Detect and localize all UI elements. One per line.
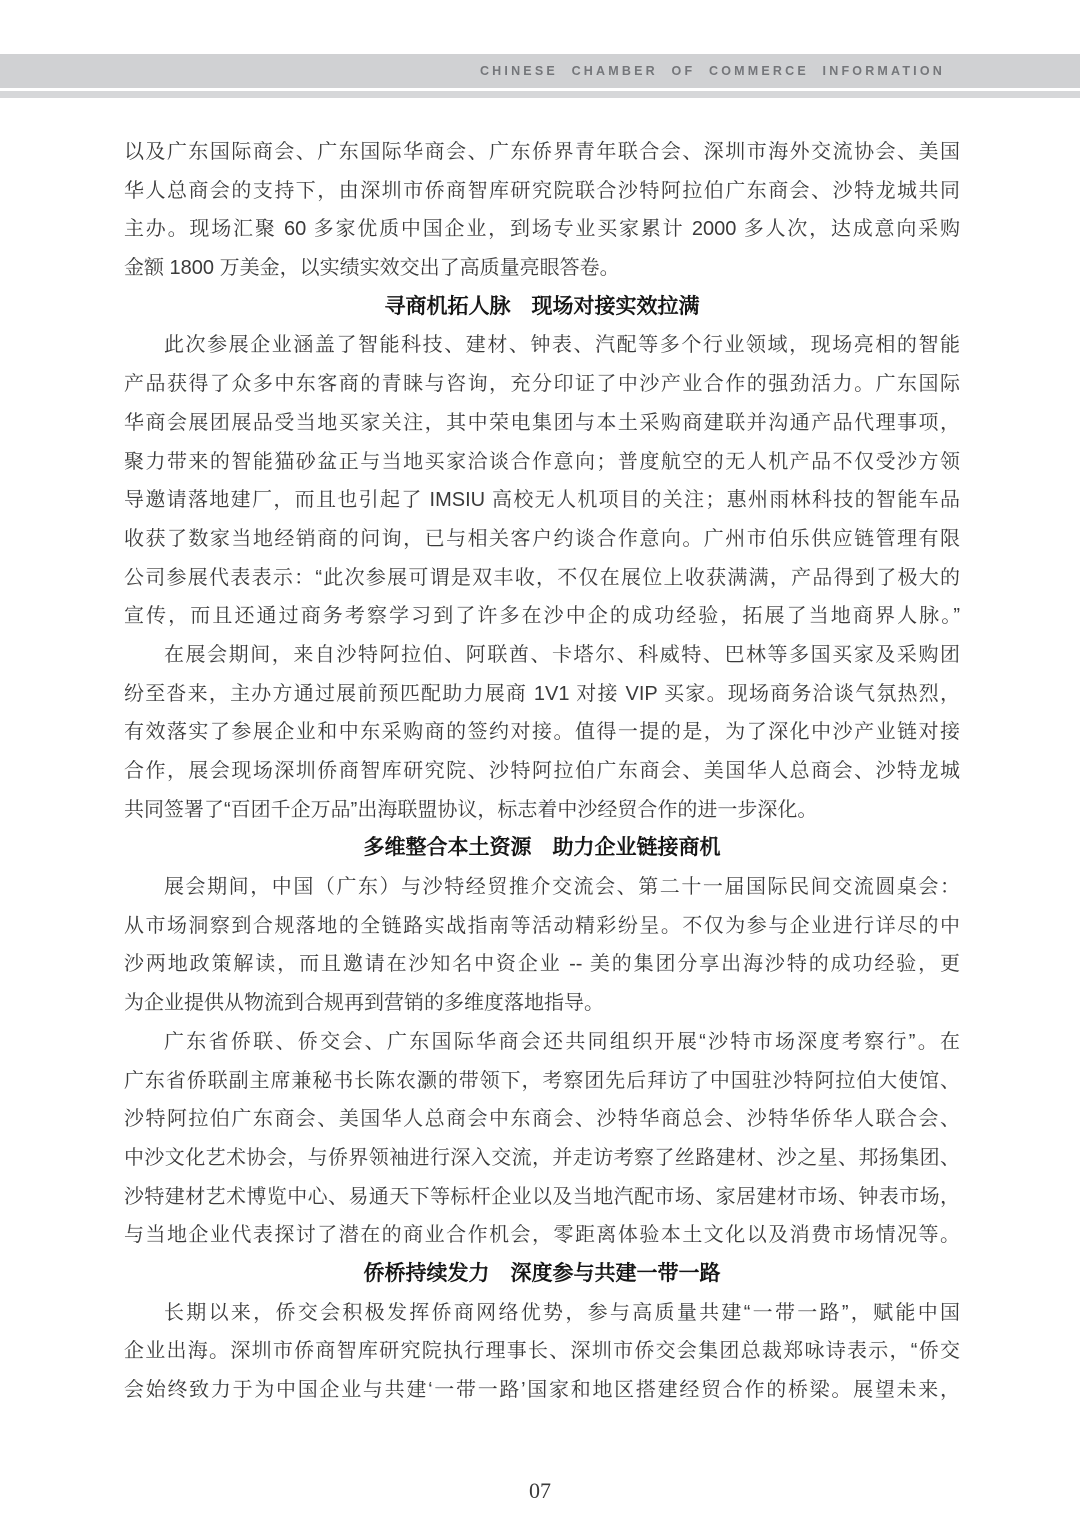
- text-line: 企业出海。深圳市侨商智库研究院执行理事长、深圳市侨交会集团总裁郑咏诗表示，“侨交: [124, 1340, 960, 1363]
- text-line: 聚力带来的智能猫砂盆正与当地买家洽谈合作意向；普度航空的无人机产品不仅受沙方领: [124, 450, 960, 473]
- text-line: 华商会展团展品受当地买家关注，其中荣电集团与本土采购商建联并沟通产品代理事项，: [124, 411, 960, 434]
- text-line: 中沙文化艺术协会，与侨界领袖进行深入交流，并走访考察了丝路建材、沙之星、邦扬集团、: [124, 1146, 960, 1169]
- text-line: 金额 1800 万美金，以实绩实效交出了高质量亮眼答卷。: [124, 257, 620, 280]
- section-heading: 寻商机拓人脉 现场对接实效拉满: [384, 294, 700, 318]
- text-line: 纷至沓来，主办方通过展前预匹配助力展商 1V1 对接 VIP 买家。现场商务洽谈气氛热烈，: [124, 682, 960, 705]
- paragraph: [124, 326, 960, 636]
- page-footer: [0, 1478, 1080, 1504]
- text-line: 收获了数家当地经销商的问询，已与相关客户约谈合作意向。广州市伯乐供应链管理有限: [124, 527, 960, 550]
- text-line: 有效落实了参展企业和中东采购商的签约对接。值得一提的是，为了深化中沙产业链对接: [124, 721, 960, 744]
- text-line: 会始终致力于为中国企业与共建‘一带一路’国家和地区搭建经贸合作的桥梁。展望未来，: [124, 1379, 960, 1401]
- text-line: 在展会期间，来自沙特阿拉伯、阿联酋、卡塔尔、科威特、巴林等多国买家及采购团: [164, 643, 960, 666]
- text-line: 长期以来，侨交会积极发挥侨商网络优势，参与高质量共建“一带一路”，赋能中国: [164, 1301, 960, 1324]
- text-line: 以及广东国际商会、广东国际华商会、广东侨界青年联合会、深圳市海外交流协会、美国: [124, 141, 960, 163]
- text-line: 公司参展代表表示：“此次参展可谓是双丰收，不仅在展位上收获满满，产品得到了极大的: [124, 566, 960, 589]
- text-line: 导邀请落地建厂，而且也引起了 IMSIU 高校无人机项目的关注；惠州雨林科技的智能车品: [124, 489, 960, 512]
- page-number: 07: [529, 1478, 551, 1503]
- text-line: 广东省侨联、侨交会、广东国际华商会还共同组织开展“沙特市场深度考察行”。在: [164, 1030, 960, 1053]
- text-line: 沙两地政策解读，而且邀请在沙知名中资企业 -- 美的集团分享出海沙特的成功经验，更: [124, 953, 960, 976]
- paragraph: [124, 133, 960, 288]
- text-line: 华人总商会的支持下，由深圳市侨商智库研究院联合沙特阿拉伯广东商会、沙特龙城共同: [124, 179, 960, 202]
- text-line: 从市场洞察到合规落地的全链路实战指南等活动精彩纷呈。不仅为参与企业进行详尽的中: [124, 914, 960, 937]
- paragraph: [124, 636, 960, 829]
- text-line: 产品获得了众多中东客商的青睐与咨询，充分印证了中沙产业合作的强劲活力。广东国际: [124, 373, 960, 396]
- text-line: 合作，展会现场深圳侨商智库研究院、沙特阿拉伯广东商会、美国华人总商会、沙特龙城: [124, 760, 960, 782]
- paragraph: [124, 1294, 960, 1410]
- section-heading: 多维整合本土资源 助力企业链接商机: [363, 836, 721, 860]
- header-banner-text: CHINESE CHAMBER OF COMMERCE INFORMATION: [479, 64, 945, 78]
- text-line: 共同签署了“百团千企万品”出海联盟协议，标志着中沙经贸合作的进一步深化。: [124, 798, 818, 821]
- text-line: 此次参展企业涵盖了智能科技、建材、钟表、汽配等多个行业领域，现场亮相的智能: [164, 334, 960, 357]
- text-line: 沙特建材艺术博览中心、易通天下等标杆企业以及当地汽配市场、家居建材市场、钟表市场，: [124, 1185, 960, 1208]
- text-line: 为企业提供从物流到合规再到营销的多维度落地指导。: [124, 992, 604, 1015]
- text-line: 宣传，而且还通过商务考察学习到了许多在沙中企的成功经验，拓展了当地商界人脉。”: [124, 605, 960, 628]
- paragraph: [124, 868, 960, 1023]
- header-divider-bar: [0, 91, 1080, 98]
- header-banner: [0, 54, 1080, 88]
- text-line: 广东省侨联副主席兼秘书长陈农灏的带领下，考察团先后拜访了中国驻沙特阿拉伯大使馆、: [124, 1069, 960, 1092]
- article-body: [124, 133, 960, 1410]
- text-line: 展会期间，中国（广东）与沙特经贸推介交流会、第二十一届国际民间交流圆桌会：: [164, 876, 960, 899]
- text-line: 与当地企业代表探讨了潜在的商业合作机会，零距离体验本土文化以及消费市场情况等。: [124, 1224, 960, 1247]
- text-line: 沙特阿拉伯广东商会、美国华人总商会中东商会、沙特华商总会、沙特华侨华人联合会、: [124, 1108, 960, 1131]
- paragraph: [124, 1023, 960, 1255]
- section-heading: 侨桥持续发力 深度参与共建一带一路: [363, 1261, 721, 1285]
- text-line: 主办。现场汇聚 60 多家优质中国企业，到场专业买家累计 2000 多人次，达成意向采购: [124, 218, 960, 241]
